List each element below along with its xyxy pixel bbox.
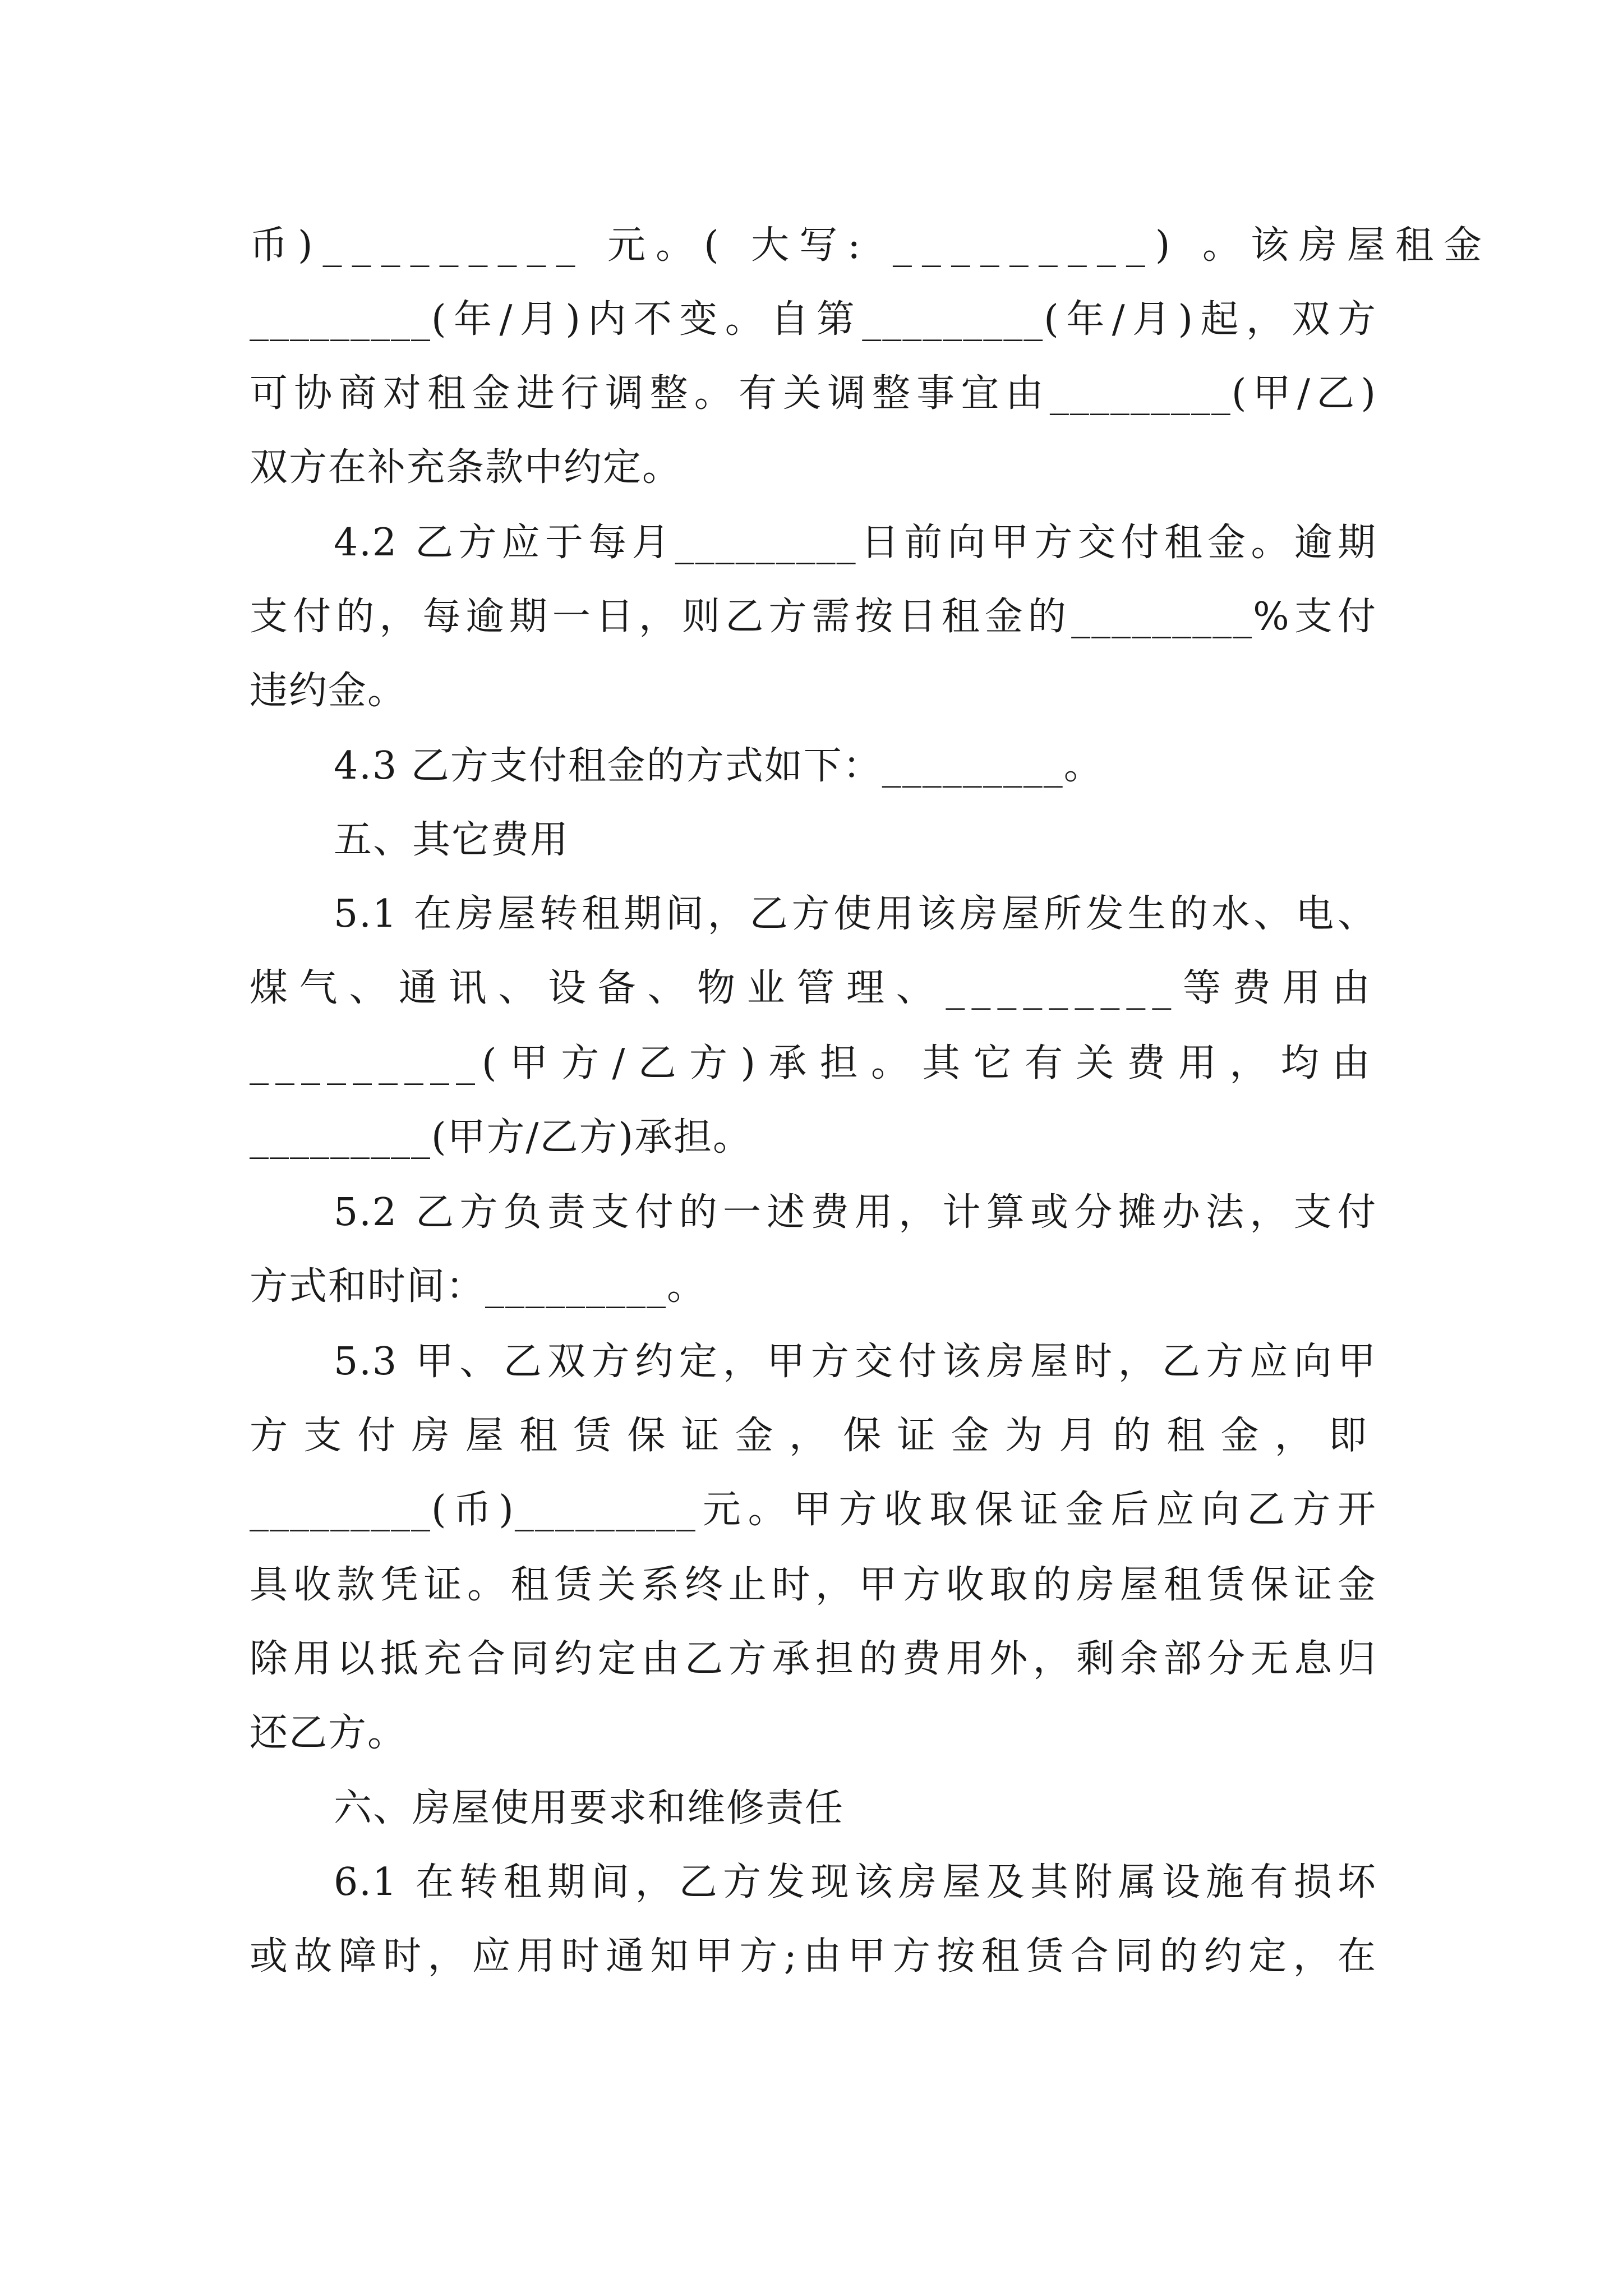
text-line: 4.2 乙方应于每月_________日前向甲方交付租金。逾期	[334, 521, 1377, 565]
text-line: _________(年/月)内不变。自第_________(年/月)起，双方	[250, 297, 1377, 342]
text-line: 或故障时，应用时通知甲方;由甲方按租赁合同的约定，在	[250, 1934, 1377, 1978]
text-line: 具收款凭证。租赁关系终止时，甲方收取的房屋租赁保证金	[250, 1563, 1377, 1607]
text-line: 方支付房屋租赁保证金，保证金为月的租金，即	[250, 1414, 1377, 1458]
text-line: 币)_________ 元。( 大写: _________) 。该房屋租金	[250, 223, 1492, 268]
text-line: 4.3 乙方支付租金的方式如下：_________。	[334, 744, 1103, 788]
section-heading: 五、其它费用	[334, 818, 570, 862]
text-line: 6.1 在转租期间，乙方发现该房屋及其附属设施有损坏	[334, 1860, 1377, 1904]
text-line: 5.2 乙方负责支付的一述费用，计算或分摊办法，支付	[334, 1190, 1377, 1235]
text-line: 煤气、通讯、设备、物业管理、_________等费用由	[250, 966, 1377, 1010]
text-line: 方式和时间：_________。	[250, 1264, 707, 1309]
text-line: 5.1 在房屋转租期间，乙方使用该房屋所发生的水、电、	[334, 892, 1377, 936]
text-line: 双方在补充条款中约定。	[250, 445, 682, 490]
text-line: _________(甲方/乙方)承担。	[250, 1115, 752, 1159]
text-line: 违约金。	[250, 669, 407, 713]
text-line: 还乙方。	[250, 1711, 407, 1755]
text-line: 可协商对租金进行调整。有关调整事宜由_________(甲/乙)	[250, 371, 1377, 416]
text-line: _________(甲方/乙方)承担。其它有关费用，均由	[250, 1041, 1377, 1085]
text-line: 支付的，每逾期一日，则乙方需按日租金的_________%支付	[250, 595, 1377, 639]
text-line: _________(币)_________元。甲方收取保证金后应向乙方开	[250, 1488, 1377, 1532]
text-line: 5.3 甲、乙双方约定，甲方交付该房屋时，乙方应向甲	[334, 1340, 1377, 1384]
text-line: 除用以抵充合同约定由乙方承担的费用外，剩余部分无息归	[250, 1637, 1377, 1681]
section-heading: 六、房屋使用要求和维修责任	[334, 1786, 845, 1830]
